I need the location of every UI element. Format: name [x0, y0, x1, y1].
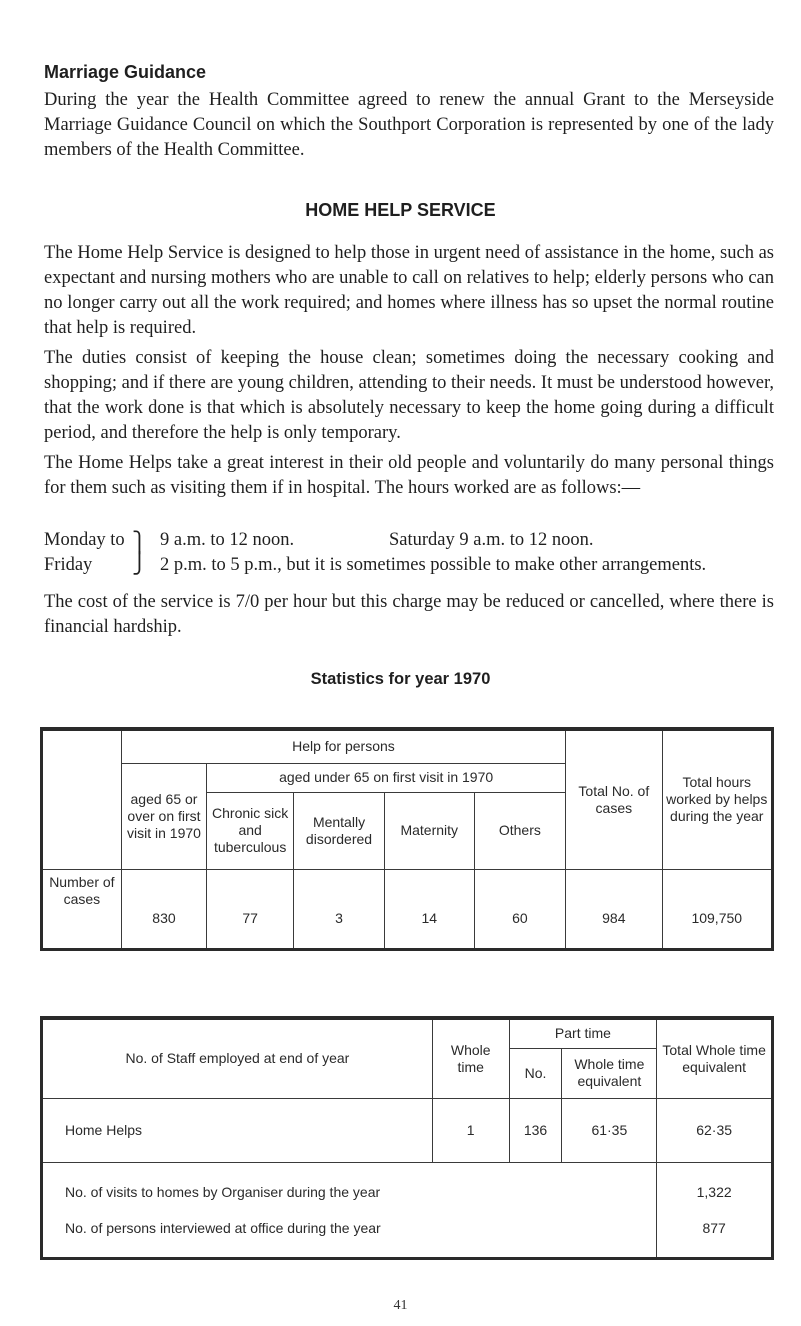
whole-time-header: Whole time: [432, 1018, 509, 1098]
number-of-cases-label: Number of cases: [42, 869, 122, 949]
total-cases-header: Total No. of cases: [566, 729, 662, 869]
mentally-header: Mentally disordered: [294, 792, 385, 869]
part-time-header: Part time: [509, 1018, 657, 1048]
cell-part-time-no: 136: [509, 1098, 562, 1162]
staff-statistics-table: [40, 1016, 774, 1260]
marriage-guidance-paragraph: During the year the Health Committee agreed to renew the annual Grant to the Merseyside Marriage Guidance Council on which the Southport Corporation is represented by one of the lady members of the Health Committee.: [44, 90, 774, 160]
hours-weekday-afternoon: 2 p.m. to 5 p.m., but it is sometimes possible to make other arrangements.: [160, 555, 707, 575]
cell-aged-65: 830: [121, 869, 206, 949]
cell-total-cases: 984: [566, 869, 662, 949]
others-header: Others: [474, 792, 566, 869]
staff-header: No. of Staff employed at end of year: [42, 1018, 433, 1098]
hours-day-to: Friday: [44, 555, 93, 575]
cell-maternity: 14: [384, 869, 474, 949]
part-time-equiv-header: Whole time equivalent: [562, 1048, 657, 1098]
help-statistics-table: [40, 727, 774, 951]
total-hours-header: Total hours worked by helps during the year: [662, 729, 772, 869]
cell-mentally: 3: [294, 869, 385, 949]
help-for-persons-header: Help for persons: [121, 729, 565, 763]
interviews-label: No. of persons interviewed at office during the year: [65, 1219, 381, 1236]
brace-glyph-bottom: ⎭: [132, 551, 147, 575]
cell-total-equiv: 62·35: [657, 1098, 773, 1162]
cell-others: 60: [474, 869, 566, 949]
cell-chronic: 77: [207, 869, 294, 949]
visits-interviews-values: [657, 1162, 773, 1258]
hours-weekday-morning: 9 a.m. to 12 noon.: [160, 530, 295, 550]
working-hours: [44, 528, 774, 578]
home-help-paragraph-3: The Home Helps take a great interest in their old people and voluntarily do many personal things for them such as visiting them if in hospital. The hours worked are as follows:—: [44, 453, 774, 498]
aged-65-header: aged 65 or over on first visit in 1970: [121, 763, 206, 869]
hours-day-from: Monday to: [44, 530, 125, 550]
maternity-header: Maternity: [384, 792, 474, 869]
interviews-value: 877: [702, 1219, 726, 1236]
visits-label: No. of visits to homes by Organiser during the year: [65, 1183, 381, 1200]
empty-corner-cell: [42, 729, 122, 869]
chronic-header: Chronic sick and tuberculous: [207, 792, 294, 869]
cell-part-time-equiv: 61·35: [562, 1098, 657, 1162]
page-number: 41: [393, 1298, 408, 1313]
marriage-guidance-heading: Marriage Guidance: [44, 62, 207, 82]
home-help-paragraph-4: The cost of the service is 7/0 per hour but this charge may be reduced or cancelled, where there is financial hardship.: [44, 592, 774, 637]
visits-value: 1,322: [696, 1183, 732, 1200]
cell-total-hours: 109,750: [662, 869, 772, 949]
total-whole-time-header: Total Whole time equivalent: [657, 1018, 773, 1098]
hours-saturday: Saturday 9 a.m. to 12 noon.: [389, 530, 594, 550]
cell-whole-time: 1: [432, 1098, 509, 1162]
home-helps-label: Home Helps: [42, 1098, 433, 1162]
visits-interviews-labels: [42, 1162, 657, 1258]
home-help-paragraph-1: The Home Help Service is designed to help those in urgent need of assistance in the home, such as expectant and nursing mothers who are unable to call on relatives to help; elderly persons who can no longer carry out all the work required; and homes where illness has so upset the normal routine that help is required.: [44, 243, 774, 338]
statistics-heading: Statistics for year 1970: [310, 670, 491, 688]
home-help-heading: HOME HELP SERVICE: [305, 200, 496, 220]
home-help-paragraph-2: The duties consist of keeping the house clean; sometimes doing the necessary cooking and shopping; and if there are young children, attending to their needs. It must be understood however, that the work done is that which is absolutely necessary to keep the home going during a difficult period, and therefore the help is only temporary.: [44, 348, 774, 443]
aged-under-65-header: aged under 65 on first visit in 1970: [207, 763, 566, 792]
brace-glyph: ⎫: [132, 530, 147, 554]
part-time-no-header: No.: [509, 1048, 562, 1098]
